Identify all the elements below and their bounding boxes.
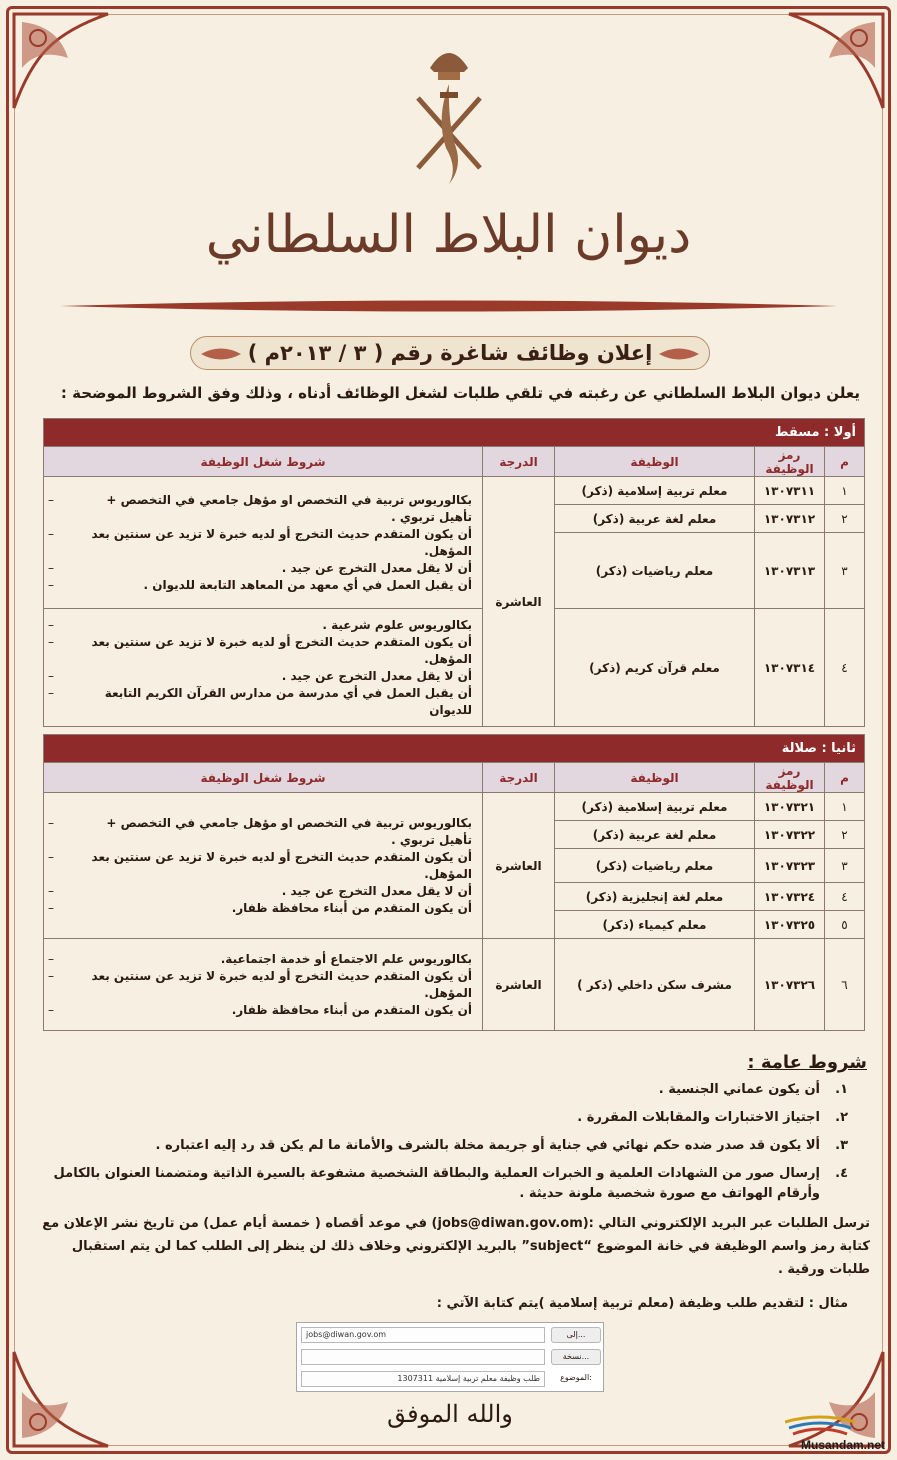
diwan-wordmark: ديوان البلاط السلطاني [205, 205, 692, 265]
requirement-item: – أن لا يقل معدل التخرج عن جيد . [48, 560, 472, 575]
table-row: ٦ ١٣٠٧٣٢٦ مشرف سكن داخلي (ذكر ) العاشرة – بكالوريوس علم الاجتماع أو خدمة اجتماعية. – أن يكون المتقدم حديث التخرج أو لديه خبرة لا تزيد عن سنتين بعد المؤهل. – أن يكون المتقدم من أبناء محافظة ظفار. [44, 939, 865, 1031]
table-row: ٥ ١٣٠٧٣٢٥ معلم كيمياء (ذكر) [44, 911, 865, 939]
announcement-title-bar [190, 336, 710, 370]
table-row: ٣ ١٣٠٧٣٢٣ معلم رياضيات (ذكر) [44, 849, 865, 883]
corner-ornament [8, 1332, 128, 1452]
requirement-item: – أن يقبل العمل في أي مدرسة من مدارس القرآن الكريم التابعة للديوان [48, 685, 472, 717]
list-item: ٤. إرسال صور من الشهادات العلمية و الخبرات العملية والبطاقة الشخصية مشفوعة بالسيرة الذاتية ومتضمنا العنوان بالكامل وأرقام الهواتف مع صورة شخصية ملونة حديثة . [53, 1166, 848, 1201]
general-conditions-title: شروط عامة : [747, 1052, 867, 1073]
requirement-item: – بكالوريوس علوم شرعية . [48, 617, 472, 632]
cc-field [301, 1349, 545, 1365]
list-item: ١. أن يكون عماني الجنسية . [658, 1082, 848, 1097]
general-conditions-list [30, 1080, 848, 1212]
requirements-cell [44, 609, 483, 727]
list-item: ٢. اجتياز الاختبارات والمقابلات المقررة . [577, 1110, 848, 1125]
ornamental-divider [60, 298, 837, 312]
requirement-item: – أن يكون المتقدم حديث التخرج أو لديه خبرة لا تزيد عن سنتين بعد المؤهل. [48, 634, 472, 666]
table-row: ١ ١٣٠٧٣٢١ معلم تربية إسلامية (ذكر) العاشرة – بكالوريوس تربية في التخصص او مؤهل جامعي في التخصص + تأهيل تربوي . – أن يكون المتقدم حديث التخرج أو لديه خبرة لا تزيد عن سنتين بعد المؤهل. – أن لا يقل معدل التخرج عن جيد . – أن يكون المتقدم من أبناء محافظة ظفار. [44, 793, 865, 821]
requirement-item: – أن يكون المتقدم حديث التخرج أو لديه خبرة لا تزيد عن سنتين بعد المؤهل. [48, 526, 472, 558]
requirement-item: – أن يكون المتقدم حديث التخرج أو لديه خبرة لا تزيد عن سنتين بعد المؤهل. [48, 968, 472, 1000]
requirement-item: – أن يكون المتقدم من أبناء محافظة ظفار. [48, 1002, 472, 1017]
requirement-item: – أن يكون المتقدم من أبناء محافظة ظفار. [48, 900, 472, 915]
table-row: ١ ١٣٠٧٣١١ معلم تربية إسلامية (ذكر) العاشرة – بكالوريوس تربية في التخصص او مؤهل جامعي في التخصص + تأهيل تربوي . – أن يكون المتقدم حديث التخرج أو لديه خبرة لا تزيد عن سنتين بعد المؤهل. – أن لا يقل معدل التخرج عن جيد . – أن يقبل العمل في أي معهد من المعاهد التابعة للديوان . [44, 477, 865, 505]
site-watermark [755, 1412, 885, 1452]
section-title: ثانيا : صلالة [44, 735, 865, 763]
col-num: م [825, 447, 865, 477]
requirement-item: – بكالوريوس علم الاجتماع أو خدمة اجتماعية. [48, 951, 472, 966]
to-field: jobs@diwan.gov.om [301, 1327, 545, 1343]
requirements-cell [44, 939, 483, 1031]
requirement-item: – أن لا يقل معدل التخرج عن جيد . [48, 883, 472, 898]
salalah-jobs-table [43, 734, 865, 1031]
col-grade: الدرجة [483, 763, 555, 793]
subject-label: الموضوع: [560, 1373, 592, 1382]
subject-field: طلب وظيفة معلم تربية إسلامية 1307311 [301, 1371, 545, 1387]
col-job: الوظيفة [555, 447, 755, 477]
application-instructions: ترسل الطلبات عبر البريد الإلكتروني التالي :(jobs@diwan.gov.om) في موعد أقصاه ( خمسة أيام عمل) من تاريخ نشر الإعلان مع كتابة رمز واسم الوظيفة في خانة الموضوع “subject” بالبريد الإلكتروني وخلاف ذلك لن ينظر إلى الطلب كما لن يتم استقبال طلبات ورقية . [42, 1216, 870, 1277]
muscat-jobs-table [43, 418, 865, 727]
to-button: إلى... [551, 1327, 601, 1343]
table-row: ٤ ١٣٠٧٣٢٤ معلم لغة إنجليزية (ذكر) [44, 883, 865, 911]
grade-cell: العاشرة [483, 477, 555, 727]
corner-ornament [8, 8, 128, 128]
requirement-item: – بكالوريوس تربية في التخصص او مؤهل جامعي في التخصص + تأهيل تربوي . [48, 815, 472, 847]
list-item: ٣. ألا يكون قد صدر ضده حكم نهائي في جناية أو جريمة مخلة بالشرف والأمانة ما لم يكن قد رد إليه اعتباره . [155, 1138, 848, 1153]
requirement-item: – بكالوريوس تربية في التخصص او مؤهل جامعي في التخصص + تأهيل تربوي . [48, 492, 472, 524]
col-requirements: شروط شغل الوظيفة [44, 447, 483, 477]
closing-text: والله الموفق [387, 1400, 513, 1428]
requirement-item: – أن لا يقل معدل التخرج عن جيد . [48, 668, 472, 683]
cc-button: نسخة... [551, 1349, 601, 1365]
table-row: ٤ ١٣٠٧٣١٤ معلم قرآن كريم (ذكر) – بكالوريوس علوم شرعية . – أن يكون المتقدم حديث التخرج أو لديه خبرة لا تزيد عن سنتين بعد المؤهل. – أن لا يقل معدل التخرج عن جيد . – أن يقبل العمل في أي مدرسة من مدارس القرآن الكريم التابعة للديوان [44, 609, 865, 727]
table-row: ٣ ١٣٠٧٣١٣ معلم رياضيات (ذكر) [44, 533, 865, 609]
requirement-item: – أن يقبل العمل في أي معهد من المعاهد التابعة للديوان . [48, 577, 472, 592]
title-ornament-icon [657, 345, 701, 363]
announcement-title: إعلان وظائف شاغرة رقم ( ٣ / ٢٠١٣م ) [247, 341, 653, 365]
requirements-cell [44, 793, 483, 939]
corner-ornament [769, 8, 889, 128]
watermark-logo-icon [785, 1412, 855, 1438]
section-title: أولا : مسقط [44, 419, 865, 447]
intro-text: يعلن ديوان البلاط السلطاني عن رغبته في تلقي طلبات لشغل الوظائف أدناه ، وذلك وفق الشروط الموضحة : [60, 384, 860, 402]
table-row: ٢ ١٣٠٧٣٢٢ معلم لغة عربية (ذكر) [44, 821, 865, 849]
email-compose-example [296, 1322, 604, 1392]
table-row: ٢ ١٣٠٧٣١٢ معلم لغة عربية (ذكر) [44, 505, 865, 533]
col-code: رمز الوظيفة [755, 447, 825, 477]
title-ornament-icon [199, 345, 243, 363]
col-requirements: شروط شغل الوظيفة [44, 763, 483, 793]
col-job: الوظيفة [555, 763, 755, 793]
requirements-cell [44, 477, 483, 609]
col-num: م [825, 763, 865, 793]
grade-cell: العاشرة [483, 939, 555, 1031]
col-grade: الدرجة [483, 447, 555, 477]
col-code: رمز الوظيفة [755, 763, 825, 793]
requirement-item: – أن يكون المتقدم حديث التخرج أو لديه خبرة لا تزيد عن سنتين بعد المؤهل. [48, 849, 472, 881]
watermark-text: Musandam.net [800, 1438, 885, 1452]
example-text: مثال : لتقديم طلب وظيفة (معلم تربية إسلامية )يتم كتابة الآتي : [436, 1296, 848, 1311]
grade-cell: العاشرة [483, 793, 555, 939]
oman-emblem-icon [408, 38, 490, 188]
